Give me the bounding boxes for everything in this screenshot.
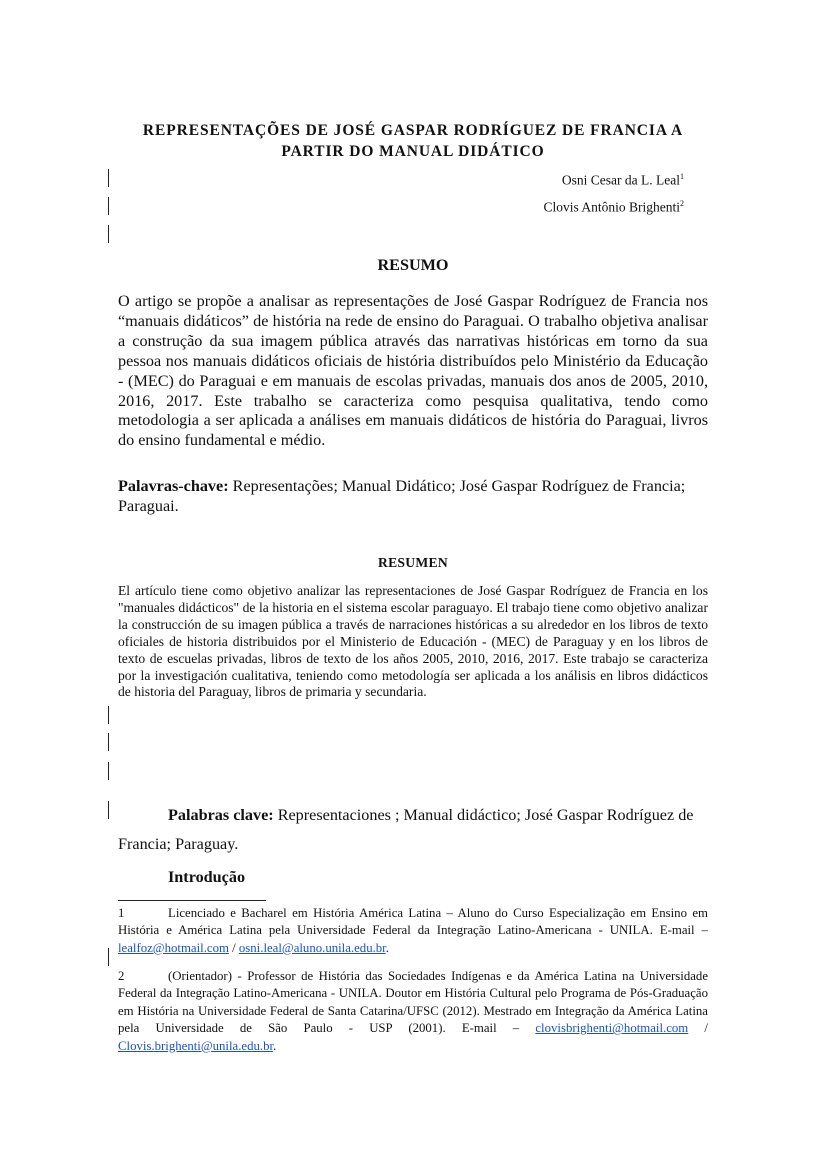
- email-link[interactable]: Clovis.brighenti@unila.edu.br: [118, 1038, 274, 1053]
- paper-title: [118, 120, 708, 162]
- footnote-number: 1: [118, 906, 125, 920]
- email-link[interactable]: osni.leal@aluno.unila.edu.br: [238, 940, 386, 955]
- resumo-paragraph: O artigo se propõe a analisar as representações de José Gaspar Rodríguez de Francia nos “manuais didáticos” de história na rede de ensino do Paraguai. O trabalho objetiva analisar a construção da sua imagem pública através das narrativas históricas em torno da sua pessoa nos manuais didáticos oficiais de história distribuídos pelo Ministério da Educação - (MEC) do Paraguai e em manuais de escolas privadas, manuais dos anos de 2005, 2010, 2016, 2017. Este trabalho se caracteriza como pesquisa qualitativa, tendo como metodologia a ser aplicada a análises em manuais didáticos de história do Paraguai, livros do ensino fundamental e médio.: [118, 292, 708, 450]
- title-line-1: REPRESENTAÇÕES DE JOSÉ GASPAR RODRÍGUEZ DE FRANCIA A: [142, 122, 684, 139]
- footnote-text: (Orientador) - Professor de História das Sociedades Indígenas e da América Latina na Universidade Federal da Integração Latino-Americana - UNILA. Doutor em História Cultural pelo Programa de Pós-Graduação em História na Universidade Federal de Santa Catarina/UFSC (2012). Mestrado em Integração da América Latina pela Universidade de São Paulo - USP (2001). E-mail –: [118, 969, 708, 1036]
- footnote-mark: 2: [680, 199, 684, 208]
- footnote-mark: 1: [680, 172, 684, 181]
- footnote-text: Licenciado e Bacharel em História América Latina – Aluno do Curso Especialização em Ensino em História e América Latina pela Universidade Federal da Integração Latino-Americana - UNILA. E-mail –: [118, 906, 708, 938]
- author-2: [543, 199, 684, 216]
- separator-text: /: [688, 1021, 708, 1036]
- email-link[interactable]: clovisbrighenti@hotmail.com: [535, 1021, 689, 1036]
- resumen-heading: RESUMEN: [377, 555, 449, 570]
- keywords-text: Representações; Manual Didático; José Gaspar Rodríguez de Francia; Paraguai.: [118, 477, 686, 515]
- footnote-number: 2: [118, 969, 125, 983]
- footnote-1: [118, 905, 708, 957]
- change-bar: [108, 762, 109, 780]
- change-bar: [108, 948, 109, 966]
- footnote-end: .: [385, 940, 389, 955]
- change-bar: [108, 197, 109, 215]
- keywords-label: Palabras clave:: [168, 806, 274, 824]
- separator-text: /: [228, 940, 239, 955]
- change-bar: [108, 225, 109, 243]
- footnote-separator: [118, 900, 266, 901]
- palavras-chave: [118, 476, 708, 516]
- change-bar: [108, 733, 109, 751]
- keywords-text: Representaciones ; Manual didáctico; José Gaspar Rodríguez de Francia; Paraguay.: [118, 806, 694, 853]
- footnote-end: .: [273, 1038, 277, 1053]
- footnote-2: [118, 968, 708, 1055]
- author-name: Osni Cesar da L. Leal: [561, 172, 680, 188]
- email-link[interactable]: lealfoz@hotmail.com: [118, 940, 229, 955]
- resumo-heading: RESUMO: [377, 256, 449, 274]
- change-bar: [108, 801, 109, 819]
- intro-heading: Introdução: [168, 868, 246, 886]
- keywords-label: Palavras-chave:: [118, 477, 229, 495]
- palabras-clave: [118, 801, 708, 859]
- author-name: Clovis Antônio Brighenti: [543, 199, 680, 215]
- change-bar: [108, 169, 109, 187]
- author-1: [562, 172, 684, 189]
- title-line-2: PARTIR DO MANUAL DIDÁTICO: [281, 143, 545, 160]
- resumen-paragraph: El artículo tiene como objetivo analizar las representaciones de José Gaspar Rodríguez de Francia en los "manuales didácticos" de la historia en el sistema escolar paraguayo. El trabajo tiene como objetivo analizar la construcción de su imagen pública a través de narraciones históricas a su alrededor en los libros de texto oficiales de historia distribuidos por el Ministerio de Educación - (MEC) de Paraguay y en los libros de texto de escuelas privadas, libros de texto de los años 2005, 2010, 2016, 2017. Este trabajo se caracteriza por la investigación cualitativa, teniendo como metodología ser aplicada a los análisis en libros didácticos de historia del Paraguay, libros de primaria y secundaria.: [118, 583, 708, 700]
- change-bar: [108, 706, 109, 724]
